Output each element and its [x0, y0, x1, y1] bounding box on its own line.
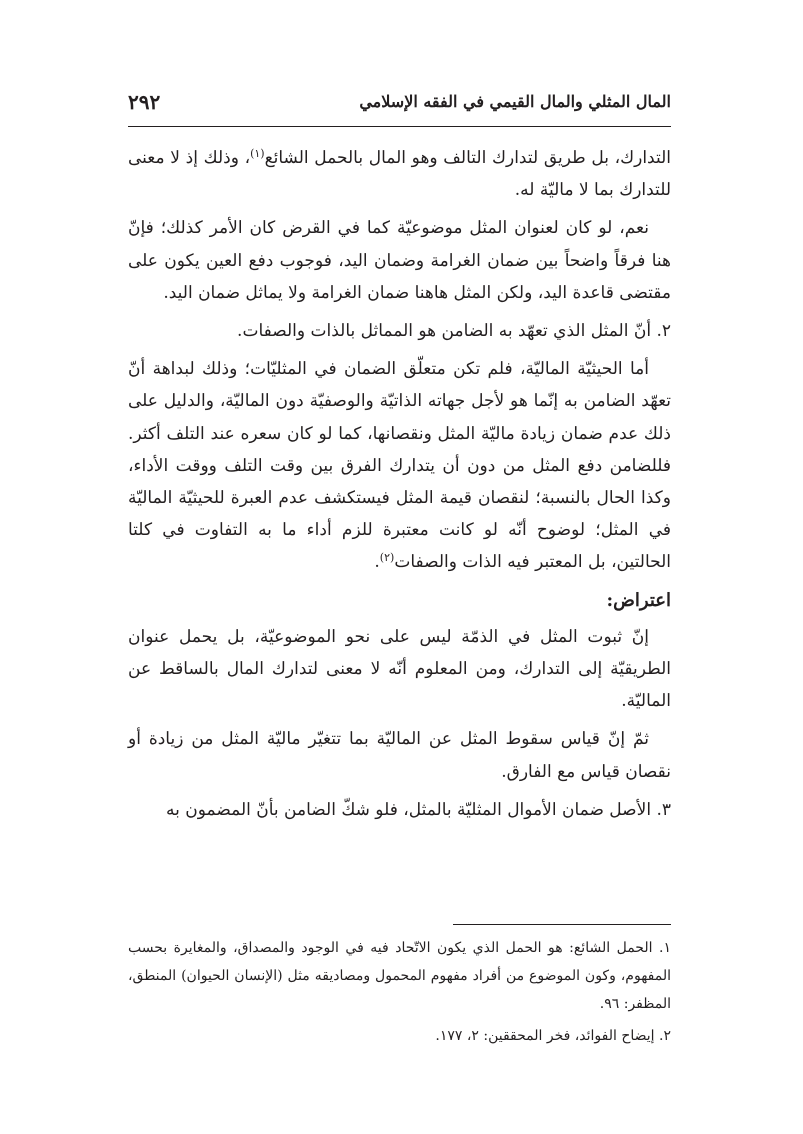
paragraph-4-text: أما الحيثيّة الماليّة، فلم تكن متعلّق الضمان في المثليّات؛ وذلك لبداهة أنّ تعهّد الضامن به إنّما هو لأجل جهاته الذاتيّة والوصفيّة دون الماليّة، والدليل على ذلك عدم ضمان زيادة ماليّة المثل ونقصانها، كما لو كان سعره عند التلف أكثر. فللضامن دفع المثل من دون أن يتدارك الفرق بين وقت التلف ووقت الأداء، وكذا الحال بالنسبة؛ لنقصان قيمة المثل فيستكشف عدم العبرة للحيثيّة الماليّة في المثل؛ لوضوح أنّه لو كانت معتبرة للزم أداء ما به التفاوت في كلتا الحالتين، بل المعتبر فيه الذات والصفات — [128, 359, 671, 573]
footnote-2: ٢. إيضاح الفوائد، فخر المحققين: ٢، ١٧٧. — [435, 1028, 671, 1044]
footnotes — [128, 934, 671, 1054]
footnote-1: ١. الحمل الشائع: هو الحمل الذي يكون الاتّحاد فيه في الوجود والمصداق، والمغايرة بحسب المفهوم، وكون الموضوع من أفراد مفهوم المحمول ومصاديقه مثل (الإنسان الحيوان) المنطق، المظفر: ٩٦. — [128, 940, 671, 1012]
paragraph-1-text: التدارك، بل طريق لتدارك التالف وهو المال بالحمل الشائع — [264, 148, 671, 168]
running-title: المال المثلي والمال القيمي في الفقه الإسلامي — [359, 92, 671, 111]
footnote-ref-2: (٢) — [379, 551, 395, 565]
footnote-ref-1: (١) — [250, 147, 265, 160]
paragraph-5: إنّ ثبوت المثل في الذمّة ليس على نحو الموضوعيّة، بل يحمل عنوان الطريقيّة إلى التدارك، ومن المعلوم أنّه لا معنى لتدارك المال بالساقط عن الماليّة. — [128, 626, 671, 712]
objection-heading: اعتراض: — [606, 589, 671, 611]
paragraph-4 — [128, 353, 671, 578]
paragraph-4-tail: . — [374, 552, 380, 573]
page-header — [128, 88, 671, 127]
point-2: ٢. أنّ المثل الذي تعهّد به الضامن هو المماثل بالذات والصفات. — [237, 321, 671, 342]
paragraph-1 — [128, 142, 671, 206]
page-number: ٢٩٢ — [128, 90, 161, 114]
footnote-divider — [453, 924, 671, 925]
body-text — [128, 142, 671, 832]
paragraph-1-tail: ، وذلك إذ لا معنى للتدارك بما لا ماليّة له. — [128, 148, 671, 201]
paragraph-2: نعم، لو كان لعنوان المثل موضوعيّة كما في القرض كان الأمر كذلك؛ فإنّ هنا فرقاً واضحاً بين ضمان الغرامة وضمان اليد، فوجوب دفع العين يكون على مقتضى قاعدة اليد، ولكن المثل هاهنا ضمان الغرامة ولا يماثل ضمان اليد. — [128, 218, 671, 303]
point-3: ٣. الأصل ضمان الأموال المثليّة بالمثل، فلو شكّ الضامن بأنّ المضمون به — [166, 799, 671, 820]
paragraph-6: ثمّ إنّ قياس سقوط المثل عن الماليّة بما تتغيّر ماليّة المثل من زيادة أو نقصان قياس مع الفارق. — [128, 729, 671, 782]
